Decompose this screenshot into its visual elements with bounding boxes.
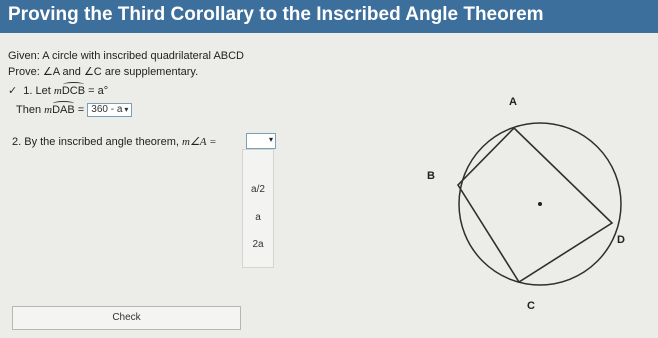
- center-point: [538, 202, 542, 206]
- point-label-a: A: [509, 96, 517, 108]
- prove-and: and: [62, 66, 81, 78]
- point-label-d: D: [617, 234, 625, 246]
- then-m: m: [44, 103, 53, 116]
- check-button[interactable]: Check: [12, 306, 241, 330]
- checkmark-icon: ✓: [8, 85, 18, 97]
- angle-a: ∠A: [42, 66, 60, 78]
- dropdown-option[interactable]: a: [255, 212, 261, 223]
- page-title: Proving the Third Corollary to the Inscribed Angle Theorem: [8, 4, 544, 25]
- answer-select-dab-value: 360 - a: [91, 104, 123, 115]
- point-label-b: B: [427, 170, 435, 182]
- step1-eq: = a°: [88, 85, 109, 97]
- prove-rest: are supplementary.: [104, 66, 199, 78]
- arc-dcb: DCB: [61, 85, 86, 97]
- step2-text: 2. By the inscribed angle theorem,: [12, 136, 179, 148]
- angle-c: ∠C: [83, 66, 102, 78]
- step1-prefix: 1. Let: [23, 85, 51, 97]
- given-text: A circle with inscribed quadrilateral ABCD: [42, 50, 245, 62]
- prove-label: Prove:: [8, 66, 40, 78]
- then-prefix: Then: [16, 103, 42, 116]
- arc-dab: DAB: [52, 103, 75, 116]
- point-label-c: C: [527, 300, 535, 312]
- dropdown-option[interactable]: 2a: [252, 239, 264, 250]
- step2-expr: m∠A =: [182, 136, 217, 148]
- given-label: Given:: [8, 50, 40, 62]
- dropdown-option[interactable]: a/2: [251, 184, 265, 195]
- step1-m: m: [53, 85, 62, 97]
- then-eq: =: [77, 103, 85, 116]
- chevron-down-icon: ▾: [124, 105, 129, 114]
- chevron-down-icon: ▾: [268, 135, 273, 144]
